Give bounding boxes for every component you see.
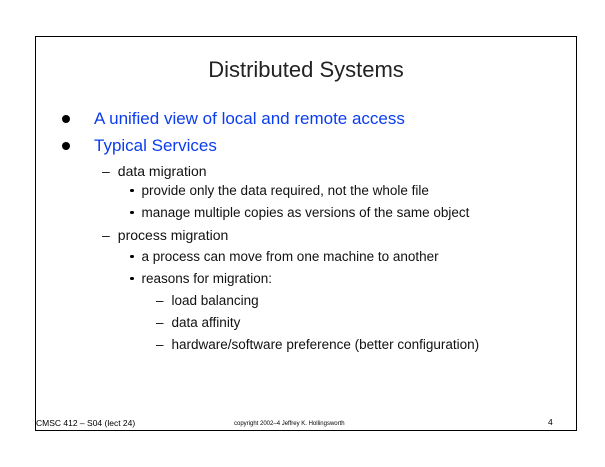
sub-item-label: data migration bbox=[117, 163, 207, 179]
sub-sub-item-label: reasons for migration: bbox=[141, 271, 273, 286]
level4-item-label: load balancing bbox=[171, 293, 259, 308]
footer-copyright: copyright 2002–4 Jeffrey K. Hollingsworth bbox=[234, 421, 345, 427]
bullet-item: A unified view of local and remote access bbox=[94, 109, 405, 128]
bullet-dot bbox=[62, 142, 70, 150]
dash-marker: – bbox=[102, 163, 110, 179]
small-bullet-icon bbox=[130, 255, 134, 259]
sub-sub-item bbox=[130, 270, 272, 288]
sub-sub-item-label: provide only the data required, not the whole file bbox=[141, 183, 429, 198]
sub-sub-item bbox=[130, 204, 469, 222]
page-number: 4 bbox=[548, 417, 553, 427]
sub-sub-item bbox=[130, 248, 439, 266]
level4-item bbox=[156, 336, 479, 354]
small-bullet-icon bbox=[130, 189, 134, 193]
slide-title: Distributed Systems bbox=[208, 57, 404, 82]
bullet-dot bbox=[62, 115, 70, 123]
level4-item bbox=[156, 314, 240, 332]
sub-sub-item bbox=[130, 182, 429, 200]
small-bullet-icon bbox=[130, 211, 134, 215]
dash-marker: – bbox=[156, 293, 164, 308]
sub-item-dash bbox=[102, 162, 207, 180]
sub-item-label: process migration bbox=[117, 227, 229, 243]
dash-marker: – bbox=[102, 227, 110, 243]
small-bullet-icon bbox=[130, 277, 134, 281]
level4-item-label: hardware/software preference (better configuration) bbox=[171, 337, 480, 352]
footer-course: CMSC 412 – S04 (lect 24) bbox=[36, 418, 136, 428]
sub-item-dash bbox=[102, 226, 228, 244]
sub-sub-item-label: a process can move from one machine to another bbox=[141, 249, 439, 264]
level4-item bbox=[156, 292, 259, 310]
sub-sub-item-label: manage multiple copies as versions of the same object bbox=[141, 205, 470, 220]
level4-item-label: data affinity bbox=[171, 315, 241, 330]
dash-marker: – bbox=[156, 315, 164, 330]
dash-marker: – bbox=[156, 337, 164, 352]
bullet-item: Typical Services bbox=[94, 136, 217, 155]
